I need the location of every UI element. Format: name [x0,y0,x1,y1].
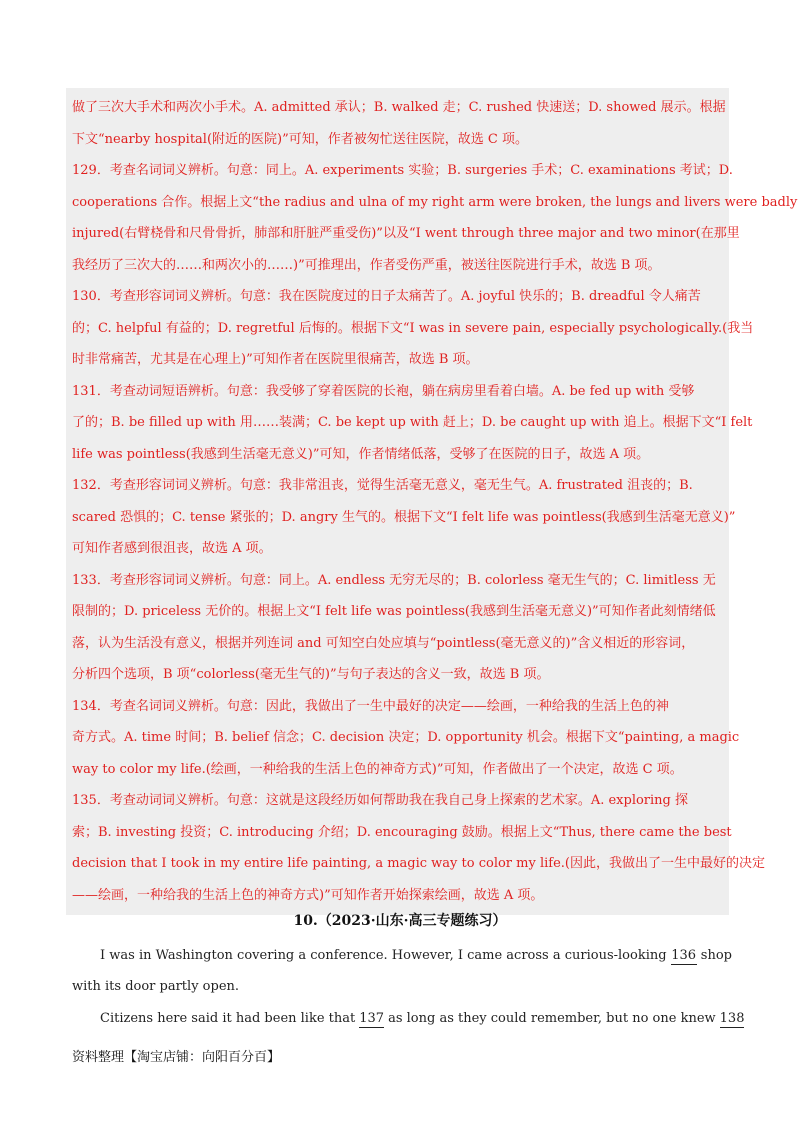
answer-line: 下文“nearby hospital(附近的医院)”可知，作者被匆忙送往医院，故选 C 项。 [72,131,528,147]
blank-136: 136 [671,948,697,963]
answer-line: 索；B. investing 投资；C. introducing 介绍；D. encouraging 鼓励。根据上文“Thus, there came the best [72,824,732,840]
passage-text: Citizens here said it had been like that [100,1011,356,1026]
answer-line: 130．考查形容词词义辨析。句意：我在医院度过的日子太痛苦了。A. joyful 快乐的；B. dreadful 令人痛苦 [72,289,701,304]
passage-text: with its door partly open. [72,979,240,994]
passage-line [72,971,732,1002]
answer-line: life was pointless(我感到生活毫无意义)”可知，作者情绪低落，受够了在医院的日子，故选 A 项。 [72,446,650,462]
answer-line: ——绘画，一种给我的生活上色的神奇方式)”可知作者开始探索绘画，故选 A 项。 [72,887,544,903]
answer-line: 129．考查名词词义辨析。句意：同上。A. experiments 实验；B. surgeries 手术；C. examinations 考试；D. [72,163,733,178]
answer-line: 131．考查动词短语辨析。句意：我受够了穿着医院的长袍，躺在病房里看着白墙。A. be fed up with 受够 [72,383,695,399]
answer-line: 可知作者感到很沮丧，故选 A 项。 [72,541,272,556]
answer-line: 落，认为生活没有意义，根据并列连词 and 可知空白处应填与“pointless(毫无意义的)”含义相近的形容词， [72,635,695,651]
section-heading: 10.（2023·山东·高三专题练习） [293,913,507,929]
answer-line: 的；C. helpful 有益的；D. regretful 后悔的。根据下文“I was in severe pain, especially psychologically.(我当 [72,320,754,336]
answer-line: 133．考查形容词词义辨析。句意：同上。A. endless 无穷无尽的；B. colorless 毫无生气的；C. limitless 无 [72,572,716,588]
answer-line: decision that I took in my entire life painting, a magic way to color my life.(因此，我做出了一生中最好的决定 [72,856,765,871]
answer-line: 限制的；D. priceless 无价的。根据上文“I felt life was pointless(我感到生活毫无意义)”可知作者此刻情绪低 [72,604,716,619]
blank-137: 137 [359,1011,385,1026]
answer-line: 135．考查动词词义辨析。句意：这就是这段经历如何帮助我在我自己身上探索的艺术家。A. exploring 探 [72,793,688,808]
answer-line: scared 恐惧的；C. tense 紧张的；D. angry 生气的。根据下文“I felt life was pointless(我感到生活毫无意义)” [72,509,736,525]
answer-line: 我经历了三次大的……和两次小的……)”可推理出，作者受伤严重，被送往医院进行手术，故选 B 项。 [72,257,661,273]
passage-text: I was in Washington covering a conference. However, I came across a curious-looking [100,948,667,963]
passage-line [72,1003,745,1034]
passage-text: shop [700,948,732,963]
answer-line: 做了三次大手术和两次小手术。A. admitted 承认；B. walked 走；C. rushed 快速送；D. showed 展示。根据 [72,100,726,115]
answer-line: 了的；B. be filled up with 用……装满；C. be kept up with 赶上；D. be caught up with 追上。根据下文“I felt [72,415,753,430]
answer-line: cooperations 合作。根据上文“the radius and ulna of my right arm were broken, the lungs and livers were badly [72,194,798,210]
footer-note: 资料整理【淘宝店铺：向阳百分百】 [72,1050,281,1065]
answer-line: 分析四个选项，B 项“colorless(毫无生气的)”与句子表达的含义一致，故选 B 项。 [72,667,550,682]
answer-line: 奇方式。A. time 时间；B. belief 信念；C. decision 决定；D. opportunity 机会。根据下文“painting, a magic [72,730,740,745]
answer-line: 132．考查形容词词义辨析。句意：我非常沮丧，觉得生活毫无意义，毫无生气。A. frustrated 沮丧的；B. [72,478,693,493]
answer-line: injured(右臂桡骨和尺骨骨折，肺部和肝脏严重受伤)”以及“I went through three major and two minor(在那里 [72,226,740,241]
passage-text: as long as they could remember, but no one knew [388,1011,716,1026]
passage-paragraph-2 [72,1003,745,1034]
answer-explanations [66,88,798,915]
answer-line: way to color my life.(绘画，一种给我的生活上色的神奇方式)”可知，作者做出了一个决定，故选 C 项。 [72,761,683,777]
passage-line [72,940,732,971]
answer-line: 134．考查名词词义辨析。句意：因此，我做出了一生中最好的决定——绘画，一种给我的生活上色的神 [72,698,669,714]
passage-paragraph-1 [72,940,732,1002]
answer-line: 时非常痛苦，尤其是在心理上)”可知作者在医院里很痛苦，故选 B 项。 [72,352,479,367]
blank-138: 138 [719,1011,745,1026]
